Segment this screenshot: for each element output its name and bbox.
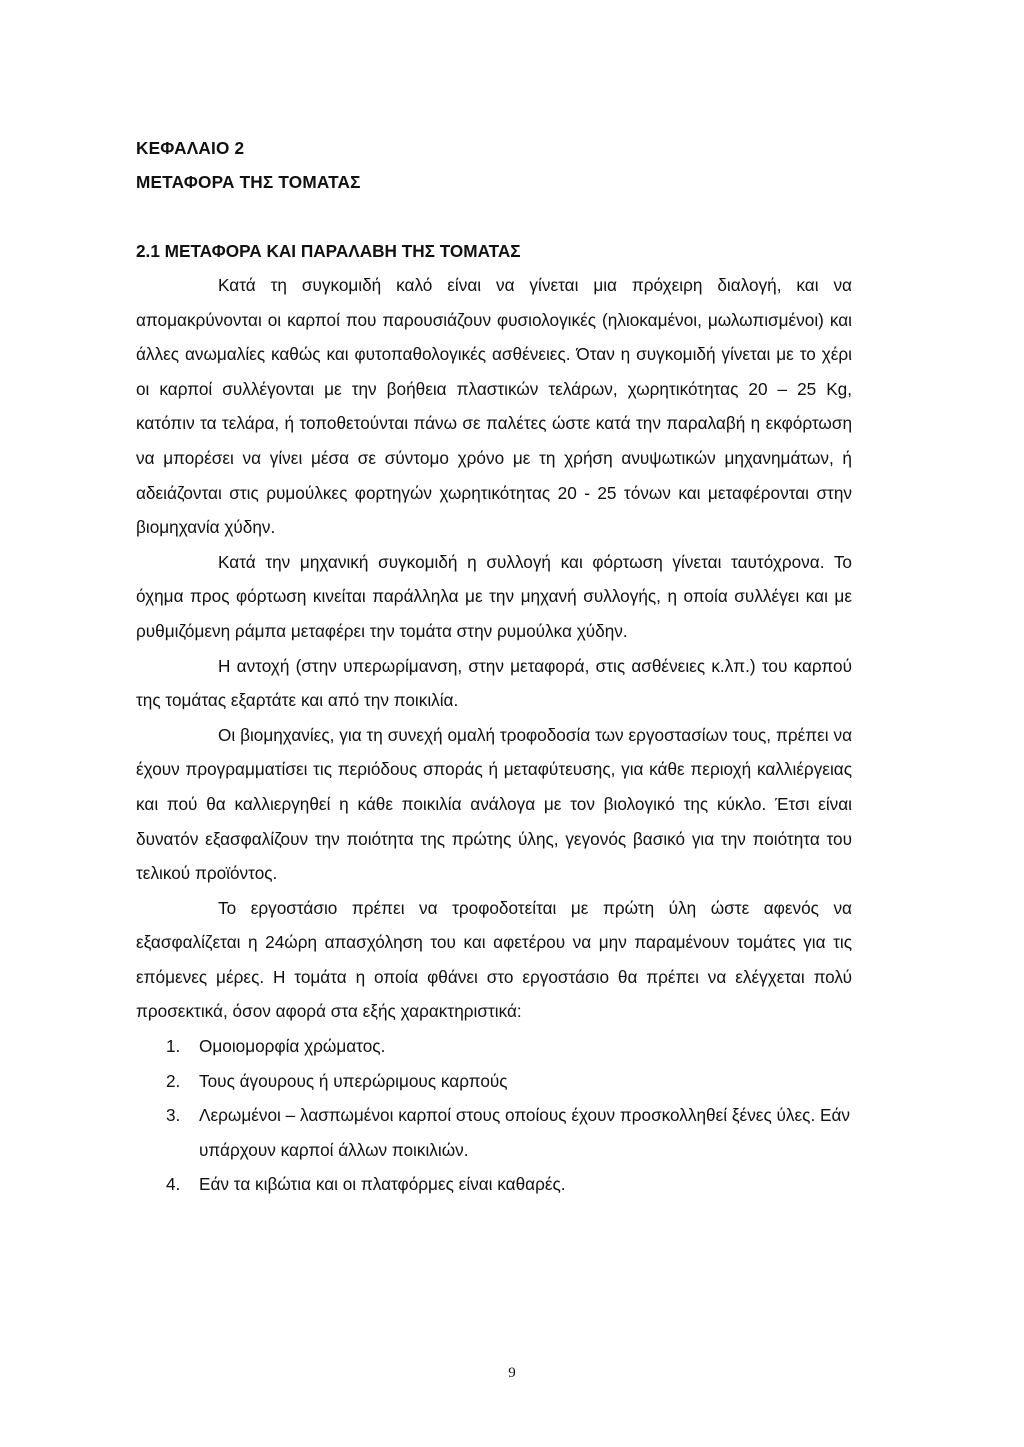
heading-spacer xyxy=(136,199,852,234)
list-item xyxy=(166,1064,852,1099)
list-item xyxy=(166,1098,852,1167)
list-item-text: Εάν τα κιβώτια και οι πλατφόρμες είναι καθαρές. xyxy=(199,1174,566,1195)
chapter-title: ΜΕΤΑΦΟΡΑ ΤΗΣ ΤΟΜΑΤΑΣ xyxy=(136,172,361,192)
paragraph-industry-planning: Οι βιομηχανίες, για τη συνεχή ομαλή τροφοδοσία των εργοστασίων τους, πρέπει να έχουν προγραμματίσει τις περιόδους σποράς ή μεταφύτευσης, για κάθε περιοχή καλλιέργειας και πού θα καλλιεργηθεί η κάθε ποικιλία ανάλογα με τον βιολογικό της κύκλο. Έτσι είναι δυνατόν εξασφαλίζουν την ποιότητα της πρώτης ύλης, γεγονός βασικό για την ποιότητα του τελικού προϊόντος. xyxy=(136,724,852,884)
inspection-criteria-list xyxy=(136,1029,852,1202)
list-item-number: 4. xyxy=(166,1174,181,1195)
list-item xyxy=(166,1029,852,1064)
paragraph-mechanical-harvest: Κατά την μηχανική συγκομιδή η συλλογή και φόρτωση γίνεται ταυτόχρονα. Το όχημα προς φόρτωση κινείται παράλληλα με την μηχανή συλλογής, η οποία συλλέγει και με ρυθμιζόμενη ράμπα μεταφέρει την τομάτα στην ρυμούλκα χύδην. xyxy=(136,551,852,641)
page-content xyxy=(136,131,852,1202)
list-item-number: 2. xyxy=(166,1070,181,1091)
paragraph-harvest-sorting: Κατά τη συγκομιδή καλό είναι να γίνεται μια πρόχειρη διαλογή, και να απομακρύνονται οι καρποί που παρουσιάζουν φυσιολογικές (ηλιοκαμένοι, μωλωπισμένοι) και άλλες ανωμαλίες καθώς και φυτοπαθολογικές ασθένειες. Όταν η συγκομιδή γίνεται με το χέρι οι καρποί συλλέγονται με την βοήθεια πλαστικών τελάρων, χωρητικότητας 20 – 25 Kg, κατόπιν τα τελάρα, ή τοποθετούνται πάνω σε παλέτες ώστε κατά την παραλαβή η εκφόρτωση να μπορέσει να γίνει μέσα σε σύντομο χρόνο με τη χρήση ανυψωτικών μηχανημάτων, ή αδειάζονται στις ρυμούλκες φορτηγών χωρητικότητας 20 - 25 τόνων και μεταφέρονται στην βιομηχανία χύδην. xyxy=(136,275,852,538)
list-item-text: Ομοιομορφία χρώματος. xyxy=(199,1036,386,1057)
list-item xyxy=(166,1167,852,1202)
section-title: 2.1 ΜΕΤΑΦΟΡΑ ΚΑΙ ΠΑΡΑΛΑΒΗ ΤΗΣ ΤΟΜΑΤΑΣ xyxy=(136,241,521,261)
list-item-text: Τους άγουρους ή υπερώριμους καρπούς xyxy=(199,1070,508,1091)
paragraph-variety-resistance: Η αντοχή (στην υπερωρίμανση, στην μεταφορά, στις ασθένειες κ.λπ.) του καρπού της τομάτας εξαρτάτε και από την ποικιλία. xyxy=(136,655,852,711)
page-number: 9 xyxy=(508,1365,516,1381)
list-item-number: 3. xyxy=(166,1105,181,1126)
list-item-text: Λερωμένοι – λασπωμένοι καρποί στους οποίους έχουν προσκολληθεί ξένες ύλες. Εάν υπάρχουν καρποί άλλων ποικιλιών. xyxy=(199,1105,851,1160)
chapter-label: ΚΕΦΑΛΑΙΟ 2 xyxy=(136,138,245,158)
paragraph-factory-supply: Το εργοστάσιο πρέπει να τροφοδοτείται με πρώτη ύλη ώστε αφενός να εξασφαλίζεται η 24ώρη απασχόληση του και αφετέρου να μην παραμένουν τομάτες για τις επόμενες μέρες. Η τομάτα η οποία φθάνει στο εργοστάσιο θα πρέπει να ελέγχεται πολύ προσεκτικά, όσον αφορά στα εξής χαρακτηριστικά: xyxy=(136,897,852,1022)
list-item-number: 1. xyxy=(166,1036,181,1057)
